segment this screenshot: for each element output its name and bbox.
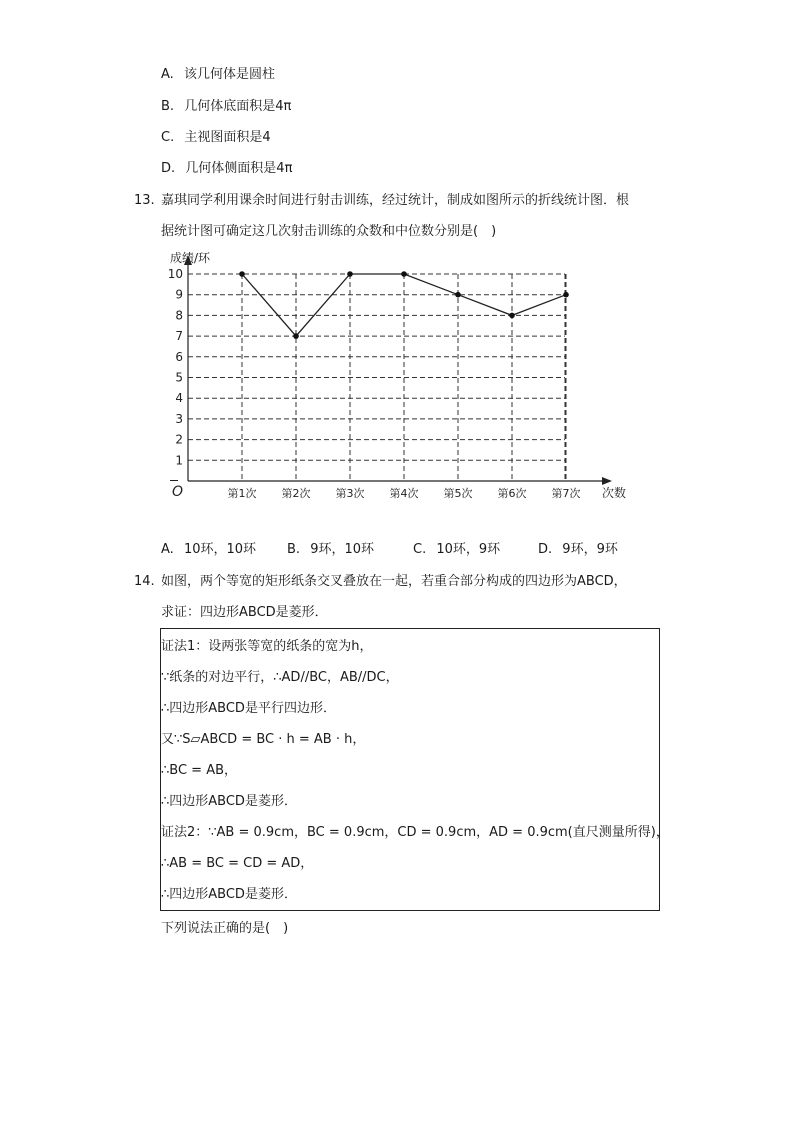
y-tick-label: 9 <box>175 287 183 302</box>
q12-option-b <box>161 98 291 116</box>
option-label: D. <box>538 542 553 557</box>
q14-question: 下列说法正确的是( ) <box>161 921 289 936</box>
option-text: 几何体底面积是4π <box>184 99 292 114</box>
line-chart <box>0 245 794 545</box>
q13-option-c <box>413 541 500 559</box>
y-tick-label: 8 <box>175 308 183 323</box>
option-text: 10环，10环 <box>183 542 257 557</box>
q13-option-d <box>538 541 618 559</box>
option-label: A. <box>161 542 174 557</box>
proof-line: ∵纸条的对边平行，∴AD//BC，AB//DC， <box>161 670 399 685</box>
option-label: D. <box>161 161 176 176</box>
x-tick-label: 第7次 <box>551 487 581 500</box>
y-tick-label: 4 <box>175 391 183 406</box>
chart-axes <box>167 255 612 485</box>
x-tick-label: 第3次 <box>335 487 365 500</box>
q13-stem-line1: 嘉琪同学利用课余时间进行射击训练，经过统计，制成如图所示的折线统计图．根 <box>161 193 630 208</box>
option-text: 该几何体是圆柱 <box>183 67 275 82</box>
proof-line: 又∵S▱ABCD = BC · h = AB · h， <box>161 732 366 747</box>
proof-line: 证法2：∵AB = 0.9cm，BC = 0.9cm，CD = 0.9cm，AD = 0.9cm(直尺测量所得)， <box>161 825 669 840</box>
proof-line: ∴AB = BC = CD = AD， <box>161 856 314 871</box>
chart-origin-label: O <box>172 484 184 500</box>
proof-line: ∴四边形ABCD是平行四边形． <box>161 701 336 716</box>
y-tick-label: 7 <box>175 329 183 344</box>
option-label: B. <box>287 542 301 557</box>
option-text: 几何体侧面积是4π <box>185 161 293 176</box>
q13-option-a <box>161 541 256 559</box>
y-tick-label: 6 <box>175 349 183 364</box>
q13-option-b <box>287 541 374 559</box>
proof-line: ∴四边形ABCD是菱形． <box>161 794 297 809</box>
q12-option-c <box>161 129 271 147</box>
chart-x-tick-labels <box>228 486 581 500</box>
chart-grid <box>188 274 566 481</box>
chart-ylabel: 成绩/环 <box>170 251 211 265</box>
option-label: A. <box>161 67 174 82</box>
y-tick-label: 3 <box>175 411 183 426</box>
chart-y-tick-labels <box>168 267 183 467</box>
proof-line: 证法1：设两张等宽的纸条的宽为h， <box>161 639 373 654</box>
q13-number: 13. <box>134 193 155 208</box>
x-tick-label: 第6次 <box>497 487 527 500</box>
x-tick-label: 第5次 <box>443 487 473 500</box>
data-point <box>347 271 353 277</box>
data-point <box>509 313 515 319</box>
data-point <box>293 333 299 339</box>
q14-stem-line1: 如图，两个等宽的矩形纸条交叉叠放在一起，若重合部分构成的四边形为ABCD， <box>161 574 627 589</box>
option-label: B. <box>161 99 175 114</box>
x-tick-label: 第2次 <box>281 487 311 500</box>
q13-stem-line2: 据统计图可确定这几次射击训练的众数和中位数分别是( ) <box>161 224 497 239</box>
q14-number: 14. <box>134 574 155 589</box>
x-tick-label: 第4次 <box>389 487 419 500</box>
option-label: C. <box>161 130 175 145</box>
y-tick-label: 2 <box>175 432 183 447</box>
q12-option-a <box>161 66 275 84</box>
proof-box <box>160 628 669 911</box>
q14-stem-line2: 求证：四边形ABCD是菱形． <box>161 605 328 620</box>
chart-xlabel: 次数 <box>602 486 627 500</box>
data-point <box>239 271 245 277</box>
option-text: 9环，9环 <box>562 542 618 557</box>
option-text: 主视图面积是4 <box>184 130 271 145</box>
proof-line: ∴BC = AB， <box>161 763 238 778</box>
data-point <box>563 292 569 298</box>
q12-option-d <box>161 160 292 178</box>
y-tick-label: 10 <box>167 267 183 281</box>
option-label: C. <box>413 542 427 557</box>
y-tick-label: 1 <box>175 453 183 468</box>
x-tick-label: 第1次 <box>227 487 257 500</box>
option-text: 9环，10环 <box>310 542 375 557</box>
proof-line: ∴四边形ABCD是菱形． <box>161 887 297 902</box>
option-text: 10环，9环 <box>436 542 501 557</box>
x-axis-arrow <box>602 477 612 485</box>
chart-series <box>239 271 569 339</box>
y-tick-label: 5 <box>175 370 183 385</box>
data-point <box>401 271 407 277</box>
data-point <box>455 292 461 298</box>
